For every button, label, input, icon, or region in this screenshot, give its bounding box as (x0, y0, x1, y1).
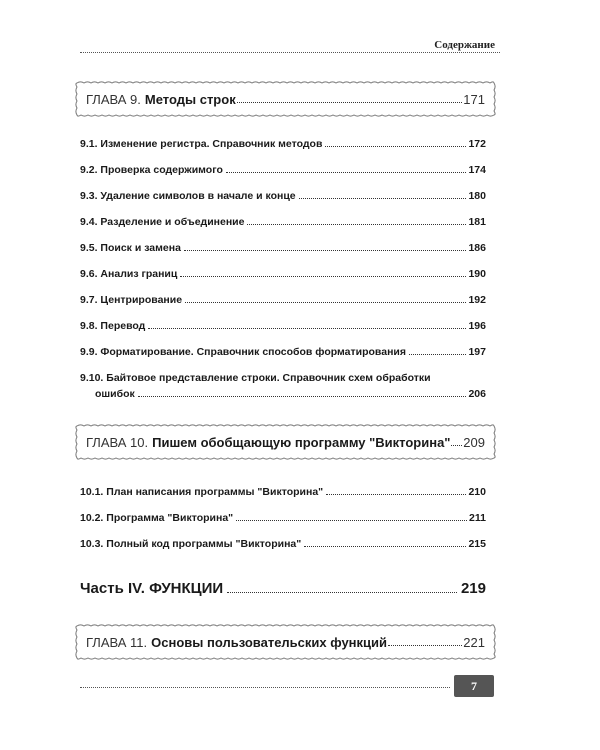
entry-text: 9.8. Перевод (80, 320, 146, 332)
dot-leader (388, 645, 462, 646)
entry-text: 9.4. Разделение и объединение (80, 216, 245, 228)
entry-page: 215 (468, 538, 486, 550)
dot-leader (299, 198, 467, 199)
chapter-11-box[interactable] (74, 623, 497, 661)
entry-page: 192 (468, 294, 486, 306)
chapter-9-box[interactable] (74, 80, 497, 118)
toc-entry-9-10-line1[interactable]: 9.10. Байтовое представление строки. Справочник схем обработки (80, 372, 431, 384)
entry-page: 197 (468, 346, 486, 358)
entry-page: 206 (468, 388, 486, 400)
dot-leader (148, 328, 466, 329)
dot-leader (227, 592, 457, 593)
chapter-page: 221 (463, 634, 485, 650)
chapter-title: Основы пользовательских функций (151, 634, 388, 650)
chapter-page: 209 (463, 434, 485, 450)
dot-leader (138, 396, 467, 397)
entry-page: 211 (469, 512, 486, 524)
entry-text: 9.7. Центрирование (80, 294, 183, 306)
toc-entry-9-2[interactable] (80, 164, 486, 176)
entry-page: 172 (468, 138, 486, 150)
dot-leader (409, 354, 466, 355)
running-header: Содержание (434, 39, 495, 51)
part-page: 219 (460, 580, 486, 597)
entry-page: 181 (468, 216, 486, 228)
toc-entry-9-7[interactable] (80, 294, 486, 306)
entry-page: 180 (468, 190, 486, 202)
part-title: Часть IV. ФУНКЦИИ (80, 580, 224, 597)
chapter-page: 171 (463, 91, 485, 107)
toc-entry-9-10-line2[interactable] (95, 388, 486, 400)
toc-entry-9-5[interactable] (80, 242, 486, 254)
chapter-label: ГЛАВА 10. (86, 434, 149, 450)
entry-page: 174 (468, 164, 486, 176)
chapter-10-box[interactable] (74, 423, 497, 461)
dot-leader (326, 494, 466, 495)
entry-text: 9.1. Изменение регистра. Справочник методов (80, 138, 323, 150)
toc-entry-9-3[interactable] (80, 190, 486, 202)
toc-entry-9-6[interactable] (80, 268, 486, 280)
chapter-title: Методы строк (144, 91, 236, 107)
entry-page: 210 (468, 486, 486, 498)
entry-text: 10.2. Программа "Викторина" (80, 512, 234, 524)
entry-text: 9.9. Форматирование. Справочник способов форматирования (80, 346, 407, 358)
dot-leader (185, 302, 466, 303)
chapter-title: Пишем обобщающую программу "Викторина" (152, 434, 451, 450)
entry-text: 9.2. Проверка содержимого (80, 164, 223, 176)
dot-leader (184, 250, 467, 251)
dot-leader (304, 546, 466, 547)
dot-leader (236, 520, 467, 521)
footer-dotted-rule (80, 687, 450, 688)
dot-leader (451, 445, 462, 446)
entry-text: 10.3. Полный код программы "Викторина" (80, 538, 302, 550)
toc-entry-10-3[interactable] (80, 538, 486, 550)
toc-entry-9-9[interactable] (80, 346, 486, 358)
toc-entry-9-8[interactable] (80, 320, 486, 332)
entry-text: 9.6. Анализ границ (80, 268, 178, 280)
dot-leader (226, 172, 467, 173)
entry-text: 9.5. Поиск и замена (80, 242, 181, 254)
dot-leader (180, 276, 466, 277)
entry-text: 10.1. План написания программы "Викторина" (80, 486, 324, 498)
entry-text: ошибок (95, 388, 135, 400)
dot-leader (247, 224, 466, 225)
header-dotted-rule (80, 52, 500, 53)
toc-entry-10-2[interactable] (80, 512, 486, 524)
entry-page: 190 (468, 268, 486, 280)
toc-entry-9-4[interactable] (80, 216, 486, 228)
toc-entry-9-1[interactable] (80, 138, 486, 150)
toc-part-4[interactable] (80, 580, 486, 597)
entry-page: 196 (468, 320, 486, 332)
entry-page: 186 (468, 242, 486, 254)
chapter-label: ГЛАВА 11. (86, 634, 148, 650)
dot-leader (325, 146, 466, 147)
dot-leader (237, 102, 463, 103)
toc-entry-10-1[interactable] (80, 486, 486, 498)
chapter-label: ГЛАВА 9. (86, 91, 141, 107)
page-number-badge: 7 (454, 675, 494, 697)
entry-text: 9.3. Удаление символов в начале и конце (80, 190, 296, 202)
